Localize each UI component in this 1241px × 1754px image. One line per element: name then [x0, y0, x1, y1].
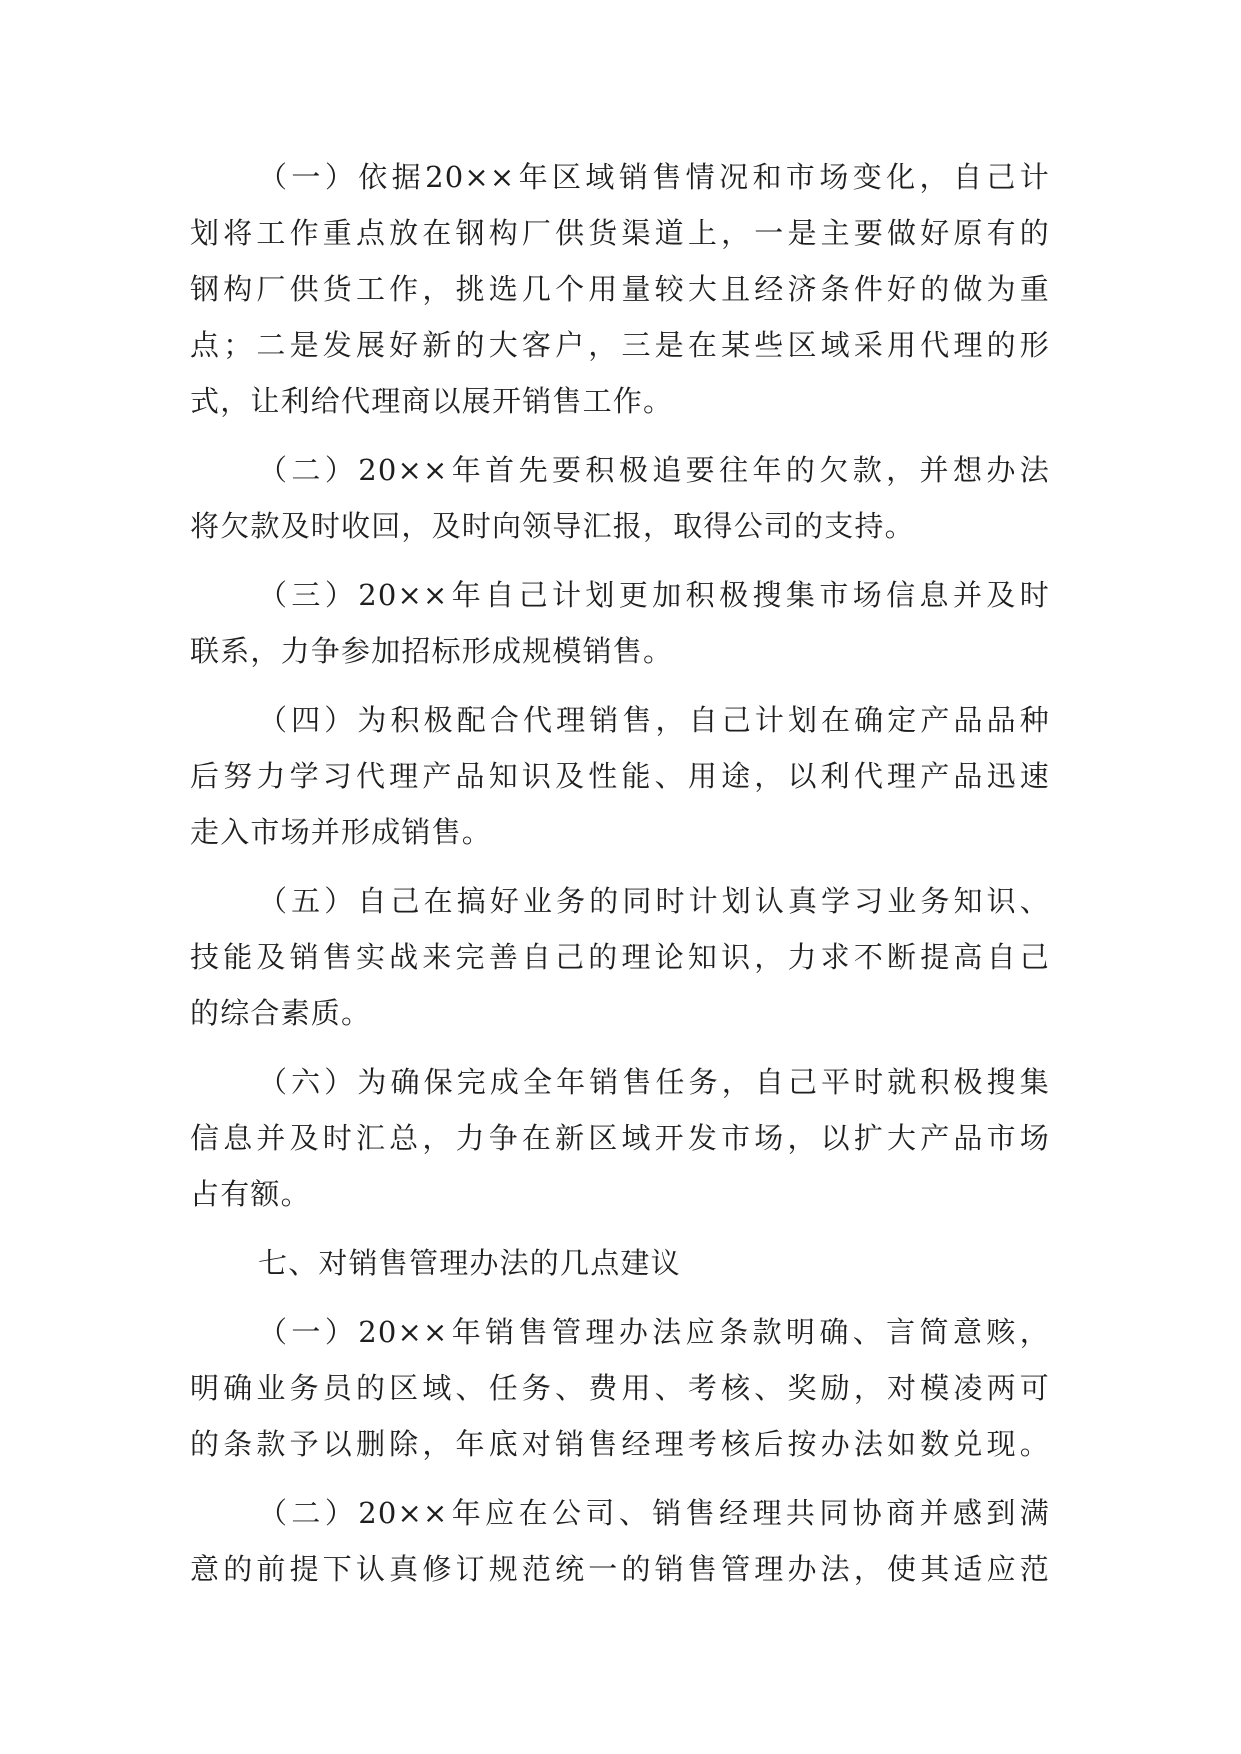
paragraph-3-line-1: （三）20××年自己计划更加积极搜集市场信息并及时: [258, 578, 1050, 612]
paragraph-4-line-3: 走入市场并形成销售。: [190, 815, 493, 849]
paragraph-4-line-2: 后努力学习代理产品知识及性能、用途，以利代理产品迅速: [190, 759, 1050, 793]
paragraph-6-line-2: 信息并及时汇总，力争在新区域开发市场，以扩大产品市场: [190, 1121, 1050, 1155]
paragraph-1-line-4: 点；二是发展好新的大客户，三是在某些区域采用代理的形: [190, 328, 1050, 362]
paragraph-5-line-3: 的综合素质。: [190, 996, 372, 1030]
paragraph-7-line-1: （一）20××年销售管理办法应条款明确、言简意赅，: [258, 1315, 1050, 1349]
paragraph-2-line-2: 将欠款及时收回，及时向领导汇报，取得公司的支持。: [190, 509, 915, 543]
paragraph-8-line-2: 意的前提下认真修订规范统一的销售管理办法，使其适应范: [190, 1552, 1050, 1586]
paragraph-3-line-2: 联系，力争参加招标形成规模销售。: [190, 634, 674, 668]
paragraph-2-line-1: （二）20××年首先要积极追要往年的欠款，并想办法: [258, 453, 1050, 487]
paragraph-5-line-1: （五）自己在搞好业务的同时计划认真学习业务知识、: [258, 884, 1050, 918]
paragraph-8-line-1: （二）20××年应在公司、销售经理共同协商并感到满: [258, 1496, 1050, 1530]
section-heading-7: 七、对销售管理办法的几点建议: [258, 1246, 681, 1280]
paragraph-1-line-5: 式，让利给代理商以展开销售工作。: [190, 384, 674, 418]
paragraph-1-line-3: 钢构厂供货工作，挑选几个用量较大且经济条件好的做为重: [190, 272, 1050, 306]
paragraph-5-line-2: 技能及销售实战来完善自己的理论知识，力求不断提高自己: [190, 940, 1050, 974]
paragraph-7-line-3: 的条款予以删除，年底对销售经理考核后按办法如数兑现。: [190, 1427, 1050, 1461]
paragraph-1-line-1: （一）依据20××年区域销售情况和市场变化，自己计: [258, 160, 1050, 194]
paragraph-1-line-2: 划将工作重点放在钢构厂供货渠道上，一是主要做好原有的: [190, 216, 1050, 250]
paragraph-6-line-3: 占有额。: [190, 1177, 311, 1211]
paragraph-6-line-1: （六）为确保完成全年销售任务，自己平时就积极搜集: [258, 1065, 1050, 1099]
paragraph-7-line-2: 明确业务员的区域、任务、费用、考核、奖励，对模凌两可: [190, 1371, 1050, 1405]
paragraph-4-line-1: （四）为积极配合代理销售，自己计划在确定产品品种: [258, 703, 1050, 737]
